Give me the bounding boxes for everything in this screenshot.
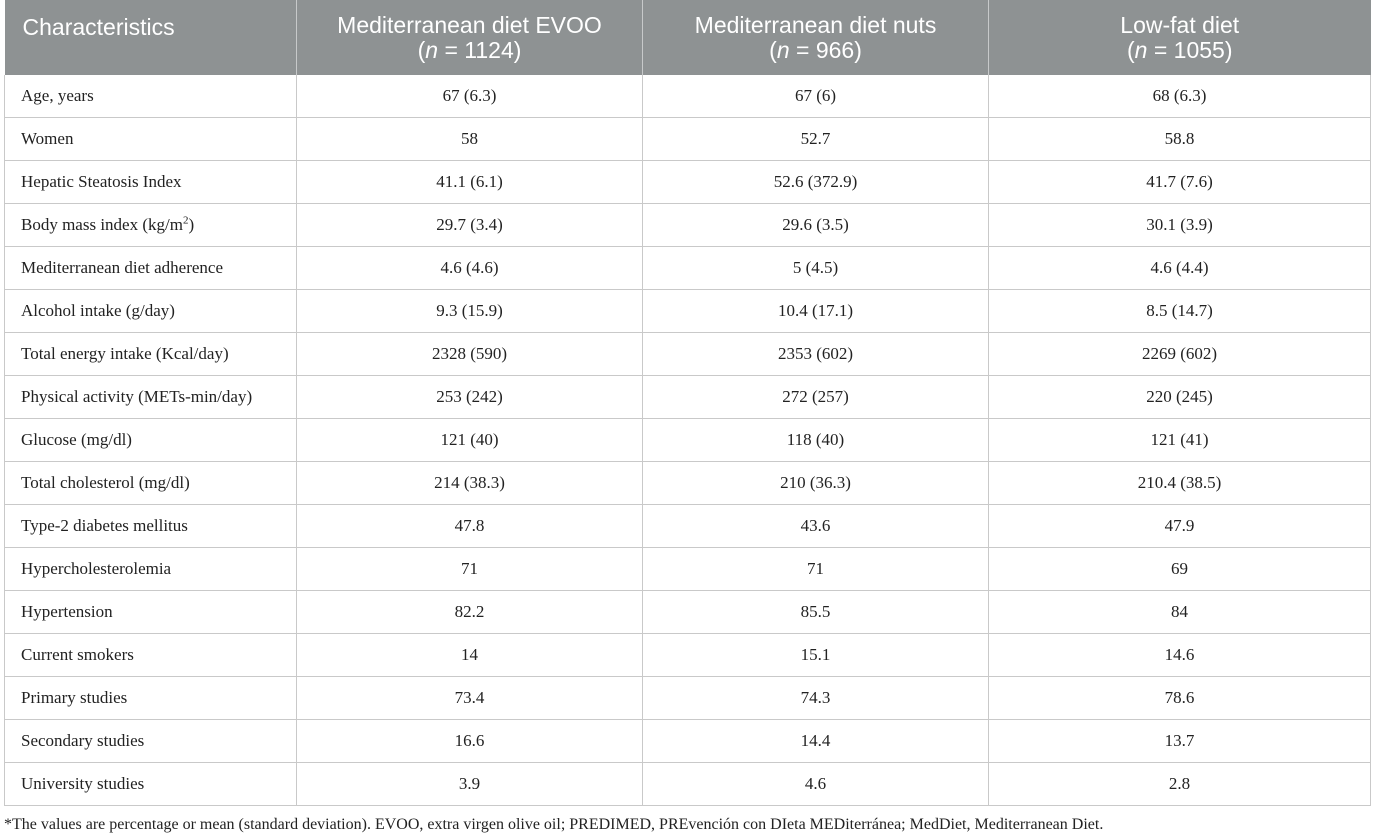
- cell-evoo: 16.6: [297, 720, 643, 763]
- cell-evoo: 67 (6.3): [297, 75, 643, 118]
- cell-lowfat: 78.6: [989, 677, 1371, 720]
- row-label: Hypertension: [5, 591, 297, 634]
- cell-evoo: 14: [297, 634, 643, 677]
- table-row: [5, 204, 1371, 247]
- cell-evoo: 71: [297, 548, 643, 591]
- cell-nuts: 85.5: [643, 591, 989, 634]
- table-row: [5, 548, 1371, 591]
- table-row: [5, 677, 1371, 720]
- header-row: [5, 0, 1371, 75]
- cell-lowfat: 41.7 (7.6): [989, 161, 1371, 204]
- cell-lowfat: 13.7: [989, 720, 1371, 763]
- table-row: [5, 591, 1371, 634]
- row-label: Age, years: [5, 75, 297, 118]
- row-label: Hypercholesterolemia: [5, 548, 297, 591]
- cell-nuts: 74.3: [643, 677, 989, 720]
- cell-evoo: 253 (242): [297, 376, 643, 419]
- cell-nuts: 2353 (602): [643, 333, 989, 376]
- header-nuts-n-label: n: [776, 36, 790, 63]
- cell-lowfat: 8.5 (14.7): [989, 290, 1371, 333]
- header-characteristics-label: Characteristics: [22, 14, 175, 40]
- header-nuts-n: (n = 966): [769, 36, 862, 63]
- cell-evoo: 82.2: [297, 591, 643, 634]
- cell-evoo: 3.9: [297, 763, 643, 806]
- cell-lowfat: 84: [989, 591, 1371, 634]
- header-lowfat-n: (n = 1055): [1126, 36, 1233, 63]
- characteristics-table-container: [4, 0, 1370, 806]
- cell-evoo: 41.1 (6.1): [297, 161, 643, 204]
- cell-nuts: 10.4 (17.1): [643, 290, 989, 333]
- row-label: Secondary studies: [5, 720, 297, 763]
- cell-lowfat: 121 (41): [989, 419, 1371, 462]
- row-label: Glucose (mg/dl): [5, 419, 297, 462]
- cell-lowfat: 2.8: [989, 763, 1371, 806]
- table-row: [5, 720, 1371, 763]
- table-row: [5, 247, 1371, 290]
- row-label-text: Body mass index (kg/m: [21, 215, 183, 234]
- row-label: Type-2 diabetes mellitus: [5, 505, 297, 548]
- row-label-superscript: 2: [182, 214, 189, 227]
- table-row: [5, 161, 1371, 204]
- cell-nuts: 43.6: [643, 505, 989, 548]
- header-evoo-n-value: = 1124): [438, 36, 522, 63]
- cell-evoo: 58: [297, 118, 643, 161]
- table-header: [5, 0, 1371, 75]
- table-row: [5, 75, 1371, 118]
- table-footnote: *The values are percentage or mean (standard deviation). EVOO, extra virgen olive oil; PREDIMED, PREvención con DIeta MEDiterránea; MedDiet, Mediterranean Diet.: [4, 816, 1104, 833]
- header-lowfat-n-label: n: [1134, 36, 1148, 63]
- cell-evoo: 9.3 (15.9): [297, 290, 643, 333]
- cell-lowfat: 14.6: [989, 634, 1371, 677]
- header-evoo-n-label: n: [425, 36, 439, 63]
- cell-nuts: 67 (6): [643, 75, 989, 118]
- header-lowfat: [989, 0, 1371, 75]
- header-evoo: [297, 0, 643, 75]
- row-label: Current smokers: [5, 634, 297, 677]
- cell-evoo: 29.7 (3.4): [297, 204, 643, 247]
- cell-nuts: 210 (36.3): [643, 462, 989, 505]
- header-nuts: [643, 0, 989, 75]
- cell-nuts: 14.4: [643, 720, 989, 763]
- row-label: Women: [5, 118, 297, 161]
- cell-lowfat: 68 (6.3): [989, 75, 1371, 118]
- row-label: Physical activity (METs-min/day): [5, 376, 297, 419]
- table-row: [5, 462, 1371, 505]
- table-body: [5, 75, 1371, 806]
- cell-nuts: 272 (257): [643, 376, 989, 419]
- table-row: [5, 763, 1371, 806]
- cell-nuts: 71: [643, 548, 989, 591]
- table-row: [5, 505, 1371, 548]
- cell-lowfat: 58.8: [989, 118, 1371, 161]
- header-lowfat-n-value: = 1055): [1147, 36, 1233, 63]
- cell-nuts: 52.7: [643, 118, 989, 161]
- cell-lowfat: 4.6 (4.4): [989, 247, 1371, 290]
- row-label-tail: ): [188, 215, 195, 234]
- header-evoo-label: Mediterranean diet EVOO: [337, 11, 602, 38]
- cell-nuts: 29.6 (3.5): [643, 204, 989, 247]
- table-row: [5, 419, 1371, 462]
- cell-lowfat: 30.1 (3.9): [989, 204, 1371, 247]
- table-row: [5, 376, 1371, 419]
- cell-evoo: 2328 (590): [297, 333, 643, 376]
- cell-nuts: 52.6 (372.9): [643, 161, 989, 204]
- header-nuts-label: Mediterranean diet nuts: [694, 11, 937, 38]
- table-row: [5, 118, 1371, 161]
- row-label: Hepatic Steatosis Index: [5, 161, 297, 204]
- cell-evoo: 47.8: [297, 505, 643, 548]
- cell-nuts: 118 (40): [643, 419, 989, 462]
- row-label: Total cholesterol (mg/dl): [5, 462, 297, 505]
- cell-lowfat: 69: [989, 548, 1371, 591]
- row-label: Alcohol intake (g/day): [5, 290, 297, 333]
- header-characteristics: [5, 0, 297, 75]
- header-evoo-n: (n = 1124): [417, 36, 522, 63]
- table-row: [5, 634, 1371, 677]
- cell-evoo: 73.4: [297, 677, 643, 720]
- cell-evoo: 121 (40): [297, 419, 643, 462]
- row-label: Mediterranean diet adherence: [5, 247, 297, 290]
- header-lowfat-label: Low-fat diet: [1120, 11, 1240, 38]
- characteristics-table: [4, 0, 1371, 806]
- cell-lowfat: 2269 (602): [989, 333, 1371, 376]
- cell-evoo: 4.6 (4.6): [297, 247, 643, 290]
- cell-lowfat: 220 (245): [989, 376, 1371, 419]
- row-label: University studies: [5, 763, 297, 806]
- cell-nuts: 15.1: [643, 634, 989, 677]
- cell-nuts: 4.6: [643, 763, 989, 806]
- cell-nuts: 5 (4.5): [643, 247, 989, 290]
- row-label: Primary studies: [5, 677, 297, 720]
- row-label: [5, 204, 297, 247]
- header-nuts-n-value: = 966): [789, 36, 862, 63]
- cell-evoo: 214 (38.3): [297, 462, 643, 505]
- table-row: [5, 333, 1371, 376]
- cell-lowfat: 47.9: [989, 505, 1371, 548]
- table-row: [5, 290, 1371, 333]
- row-label: Total energy intake (Kcal/day): [5, 333, 297, 376]
- cell-lowfat: 210.4 (38.5): [989, 462, 1371, 505]
